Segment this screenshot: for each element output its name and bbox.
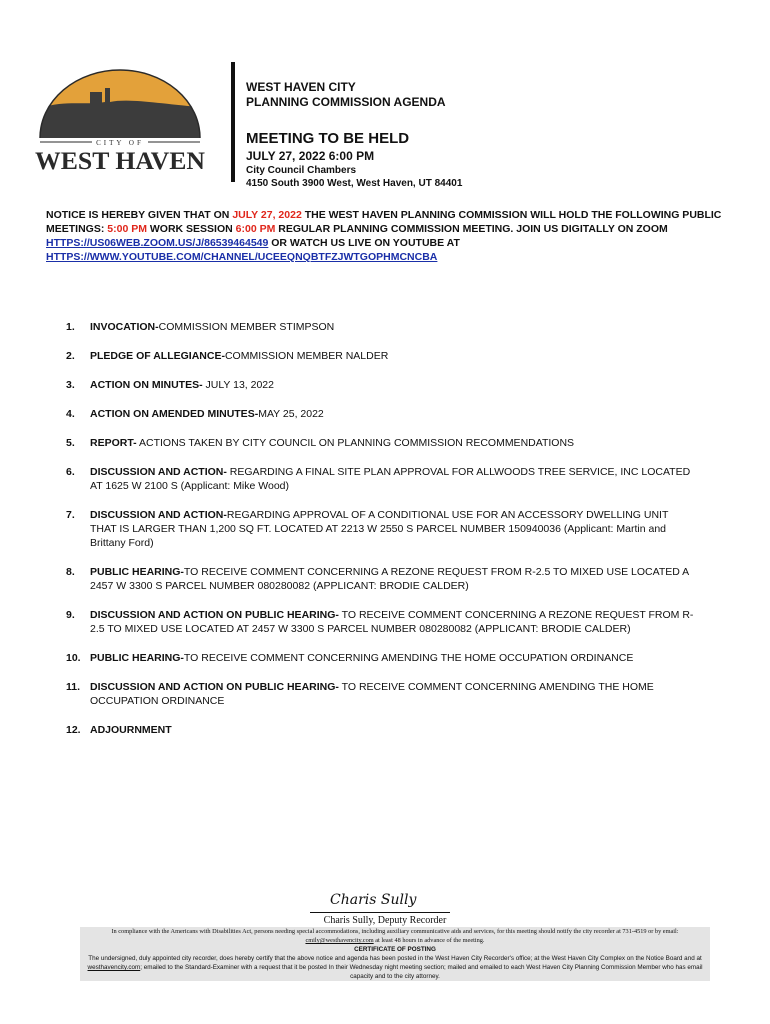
agenda-item bbox=[66, 320, 696, 334]
agenda-item-heading: DISCUSSION AND ACTION ON PUBLIC HEARING- bbox=[90, 609, 339, 621]
agenda-item-text bbox=[90, 407, 324, 421]
certificate-text: The undersigned, duly appointed city recorder, does hereby certify that the above notice and agenda has been posted in the West Haven City Recorder's office; at the West Haven City Complex on the Notice Board and at bbox=[88, 955, 702, 962]
signature-script: Charis Sully bbox=[330, 892, 417, 908]
agenda-item-text bbox=[90, 608, 696, 636]
header-line2: PLANNING COMMISSION AGENDA bbox=[246, 95, 446, 109]
agenda-item-description: ACTIONS TAKEN BY CITY COUNCIL ON PLANNING COMMISSION RECOMMENDATIONS bbox=[136, 437, 575, 449]
agenda-item-description: TO RECEIVE COMMENT CONCERNING A REZONE REQUEST FROM R-2.5 TO MIXED USE LOCATED AT 2457 W 3300 S PARCEL NUMBER 080280082 (APPLICANT: BRODIE CALDER) bbox=[90, 609, 694, 635]
agenda-item-text bbox=[90, 436, 574, 450]
agenda-item-heading: INVOCATION- bbox=[90, 321, 159, 333]
agenda-item-text bbox=[90, 465, 696, 493]
notice-text: WORK SESSION bbox=[146, 223, 236, 235]
agenda-item-heading: DISCUSSION AND ACTION ON PUBLIC HEARING- bbox=[90, 681, 339, 693]
agenda-item-heading: ACTION ON AMENDED MINUTES- bbox=[90, 408, 259, 420]
agenda-item-description: TO RECEIVE COMMENT CONCERNING AMENDING THE HOME OCCUPATION ORDINANCE bbox=[90, 681, 654, 707]
agenda-item-description: COMMISSION MEMBER STIMPSON bbox=[158, 321, 335, 333]
youtube-link[interactable]: HTTPS://WWW.YOUTUBE.COM/CHANNEL/UCEEQNQBTFZJWTGOPHMCNCBA bbox=[46, 251, 438, 263]
agenda-item bbox=[66, 608, 696, 636]
agenda-item-description: REGARDING APPROVAL OF A CONDITIONAL USE FOR AN ACCESSORY DWELLING UNIT THAT IS LARGER THAN 1,200 SQ FT. LOCATED AT 2213 W 2550 S PARCEL NUMBER 150940036 (Applicant: Martin and Brittany Ford) bbox=[90, 509, 669, 549]
agenda-item-number: 11. bbox=[66, 681, 81, 693]
agenda-item bbox=[66, 407, 696, 421]
meeting-address: 4150 South 3900 West, West Haven, UT 84401 bbox=[246, 178, 463, 189]
work-session-time: 5:00 PM bbox=[107, 223, 147, 235]
agenda-item-heading: DISCUSSION AND ACTION- bbox=[90, 509, 227, 521]
logo-name: WEST HAVEN bbox=[35, 148, 205, 175]
agenda-item bbox=[66, 465, 696, 493]
agenda-item-text bbox=[90, 651, 633, 665]
notice-text: REGULAR PLANNING COMMISSION MEETING. JOIN US DIGITALLY ON ZOOM bbox=[275, 223, 668, 235]
notice-text: NOTICE IS HEREBY GIVEN THAT ON bbox=[46, 209, 233, 221]
agenda-item-number: 10. bbox=[66, 652, 81, 664]
agenda-item-text bbox=[90, 349, 388, 363]
agenda-item-number: 1. bbox=[66, 321, 75, 333]
agenda-item-number: 2. bbox=[66, 350, 75, 362]
agenda-item-text bbox=[90, 508, 696, 550]
logo-city-of: CITY OF bbox=[96, 139, 144, 147]
certificate-text: ; emailed to the Standard-Examiner with a request that it be posted In their Wednesday night meeting section; mailed and emailed to each West Haven City Planning Commission Member who has email capacity and to the city attorney. bbox=[140, 964, 703, 980]
notice-date: JULY 27, 2022 bbox=[232, 209, 302, 221]
agenda-item-heading: PUBLIC HEARING- bbox=[90, 566, 184, 578]
signature-line bbox=[310, 912, 450, 913]
agenda-item-number: 7. bbox=[66, 509, 75, 521]
header-line1: WEST HAVEN CITY bbox=[246, 80, 356, 94]
agenda-item bbox=[66, 508, 696, 550]
agenda-list bbox=[66, 320, 696, 752]
ada-notice bbox=[80, 927, 710, 945]
meeting-venue: City Council Chambers bbox=[246, 165, 357, 176]
agenda-item bbox=[66, 723, 696, 737]
public-notice bbox=[46, 208, 736, 264]
agenda-item-number: 9. bbox=[66, 609, 75, 621]
certificate-of-posting bbox=[80, 945, 710, 981]
agenda-item-heading: REPORT- bbox=[90, 437, 137, 449]
agenda-item-heading: PLEDGE OF ALLEGIANCE- bbox=[90, 350, 225, 362]
notice-text: THE WEST HAVEN PLANNING COMMISSION WILL HOLD THE FOLLOWING PUBLIC MEETINGS: bbox=[46, 209, 722, 235]
agenda-item-text bbox=[90, 680, 696, 708]
ada-text: at least 48 hours in advance of the meeting. bbox=[373, 937, 485, 944]
signature-name: Charis Sully, Deputy Recorder bbox=[323, 915, 447, 926]
meeting-date-time: JULY 27, 2022 6:00 PM bbox=[246, 149, 375, 163]
agenda-item-description: TO RECEIVE COMMENT CONCERNING A REZONE REQUEST FROM R-2.5 TO MIXED USE LOCATED A 2457 W 3300 S PARCEL NUMBER 080280082 (APPLICANT: BRODIE CALDER) bbox=[90, 566, 689, 592]
agenda-item bbox=[66, 565, 696, 593]
agenda-item-heading: ACTION ON MINUTES- bbox=[90, 379, 203, 391]
agenda-item-text bbox=[90, 565, 696, 593]
agenda-item bbox=[66, 436, 696, 450]
agenda-item bbox=[66, 378, 696, 392]
agenda-header bbox=[246, 80, 746, 190]
agenda-item bbox=[66, 680, 696, 708]
certificate-heading: CERTIFICATE OF POSTING bbox=[354, 946, 436, 953]
agenda-item-text bbox=[90, 723, 172, 737]
agenda-item-heading: DISCUSSION AND ACTION- bbox=[90, 466, 227, 478]
agenda-item-text bbox=[90, 378, 274, 392]
agenda-item bbox=[66, 349, 696, 363]
agenda-item-description: MAY 25, 2022 bbox=[258, 408, 324, 420]
agenda-item-description: COMMISSION MEMBER NALDER bbox=[224, 350, 389, 362]
certificate-site-link[interactable]: westhavencity.com bbox=[87, 964, 141, 971]
regular-meeting-time: 6:00 PM bbox=[235, 223, 276, 235]
agenda-item-heading: ADJOURNMENT bbox=[90, 724, 172, 736]
agenda-item bbox=[66, 651, 696, 665]
agenda-item-number: 6. bbox=[66, 466, 75, 478]
meeting-title: MEETING TO BE HELD bbox=[246, 130, 410, 147]
header-divider bbox=[231, 62, 235, 182]
agenda-item-text bbox=[90, 320, 334, 334]
agenda-item-number: 4. bbox=[66, 408, 75, 420]
agenda-item-number: 12. bbox=[66, 724, 81, 736]
agenda-item-number: 8. bbox=[66, 566, 75, 578]
agenda-item-description: REGARDING A FINAL SITE PLAN APPROVAL FOR ALLWOODS TREE SERVICE, INC LOCATED AT 1625 W 2100 S (Applicant: Mike Wood) bbox=[90, 466, 691, 492]
agenda-item-number: 3. bbox=[66, 379, 75, 391]
agenda-item-number: 5. bbox=[66, 437, 75, 449]
zoom-link[interactable]: HTTPS://US06WEB.ZOOM.US/J/86539464549 bbox=[46, 237, 269, 249]
agenda-item-description: JULY 13, 2022 bbox=[202, 379, 274, 391]
ada-text: In compliance with the Americans with Disabilities Act, persons needing special accommodations, including auxiliary communicative aids and services, for this meeting should notify the city recorder at 731-4519 or by email: bbox=[111, 928, 679, 935]
ada-email[interactable]: cmily@westhavencity.com bbox=[305, 937, 374, 944]
notice-text: OR WATCH US LIVE ON YOUTUBE AT bbox=[268, 237, 460, 249]
agenda-item-description: TO RECEIVE COMMENT CONCERNING AMENDING THE HOME OCCUPATION ORDINANCE bbox=[183, 652, 634, 664]
agenda-item-heading: PUBLIC HEARING- bbox=[90, 652, 184, 664]
west-haven-logo bbox=[30, 68, 210, 180]
